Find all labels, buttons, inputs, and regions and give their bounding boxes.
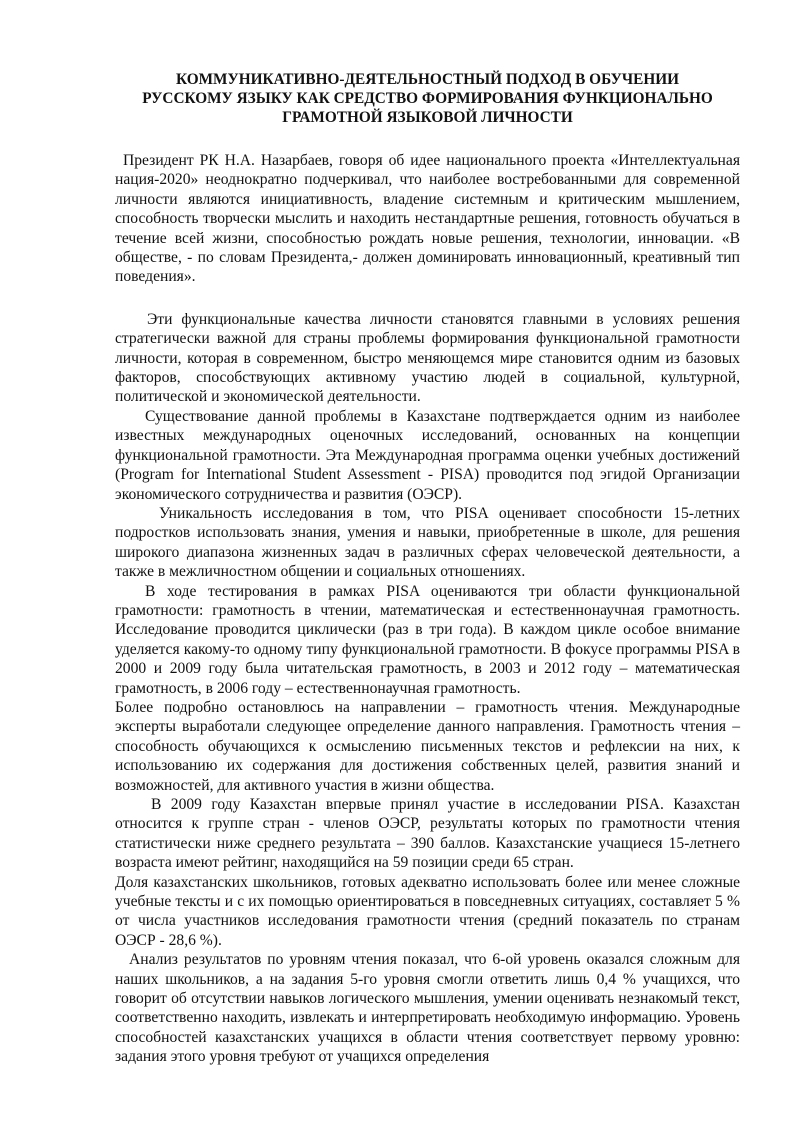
paragraph-kazakhstan-2009: В 2009 году Казахстан впервые принял участие в исследовании PISA. Казахстан относится к группе стран - членов ОЭСР, результаты которых по грамотности чтения статистически ниже среднего результата – 390 баллов. Казахстанские учащиеся 15-летнего возраста имеют рейтинг, находящийся на 59 позиции среди 65 стран. xyxy=(115,796,740,872)
title-line: ГРАМОТНОЙ ЯЗЫКОВОЙ ЛИЧНОСТИ xyxy=(282,109,573,126)
document-page xyxy=(115,70,740,1067)
paragraph-share-of-students: Доля казахстанских школьников, готовых адекватно использовать более или менее сложные учебные тексты и с их помощью ориентироваться в повседневных ситуациях, составляет 5 % от числа участников исследования грамотности чтения (средний показатель по странам ОЭСР - 28,6 %). xyxy=(115,873,740,949)
title-line: РУССКОМУ ЯЗЫКУ КАК СРЕДСТВО ФОРМИРОВАНИЯ ФУНКЦИОНАЛЬНО xyxy=(142,90,713,107)
paragraph-president: Президент РК Н.А. Назарбаев, говоря об идее национального проекта «Интеллектуальная нация-2020» неоднократно подчеркивал, что наиболее востребованными для современной личности являются инициативность, владение системным и критическим мышлением, способность творчески мыслить и находить нестандартные решения, готовность обучаться в течение всей жизни, способностью рождать новые решения, технологии, инновации. «В обществе, - по словам Президента,- должен доминировать инновационный, креативный тип поведения». xyxy=(115,152,740,286)
paragraph-problem-existence: Существование данной проблемы в Казахстане подтверждается одним из наиболее известных международных оценочных исследований, основанных на концепции функциональной грамотности. Эта Международная программа оценки учебных достижений (Program for International Student Assessment - PISA) проводится под эгидой Организации экономического сотрудничества и развития (ОЭСР). xyxy=(115,407,740,503)
title-line: КОММУНИКАТИВНО-ДЕЯТЕЛЬНОСТНЫЙ ПОДХОД В ОБУЧЕНИИ xyxy=(175,71,680,88)
paragraph-gap xyxy=(115,287,740,310)
paragraph-analysis-results: Анализ результатов по уровням чтения показал, что 6-ой уровень оказался сложным для наших школьников, а на задания 5-го уровня смогли ответить лишь 0,4 % учащихся, что говорит об отсутствии навыков логического мышления, умении оценивать незнакомый текст, соответственно находить, извлекать и интерпретировать необходимую информацию. Уровень способностей казахстанских учащихся в области чтения соответствует первому уровню: задания этого уровня требуют от учащихся определения xyxy=(115,951,740,1066)
paragraph-functional-qualities: Эти функциональные качества личности становятся главными в условиях решения стратегически важной для страны проблемы формирования функциональной грамотности личности, которая в современном, быстро меняющемся мире становится одним из базовых факторов, способствующих активному участию людей в социальной, культурной, политической и экономической деятельности. xyxy=(115,310,740,406)
document-title xyxy=(115,70,740,127)
paragraph-pisa-uniqueness: Уникальность исследования в том, что PISA оценивает способности 15-летних подростков использовать знания, умения и навыки, приобретенные в школе, для решения широкого диапазона жизненных задач в различных сферах человеческой деятельности, а также в межличностном общении и социальных отношениях. xyxy=(115,504,740,581)
paragraph-reading-literacy: Более подробно остановлюсь на направлении – грамотность чтения. Международные эксперты выработали следующее определение данного направления. Грамотность чтения – способность обучающихся к осмыслению письменных текстов и рефлексии на них, к использованию их содержания для достижения собственных целей, развития знаний и возможностей, для активного участия в жизни общества. xyxy=(115,698,740,794)
paragraph-pisa-testing: В ходе тестирования в рамках PISA оцениваются три области функциональной грамотности: грамотность в чтении, математическая и естественнонаучная грамотность. Исследование проводится циклически (раз в три года). В каждом цикле особое внимание уделяется какому-то одному типу функциональной грамотности. В фокусе программы PISA в 2000 и 2009 году была читательская грамотность, в 2003 и 2012 году – математическая грамотность, в 2006 году – естественнонаучная грамотность. xyxy=(115,582,740,697)
